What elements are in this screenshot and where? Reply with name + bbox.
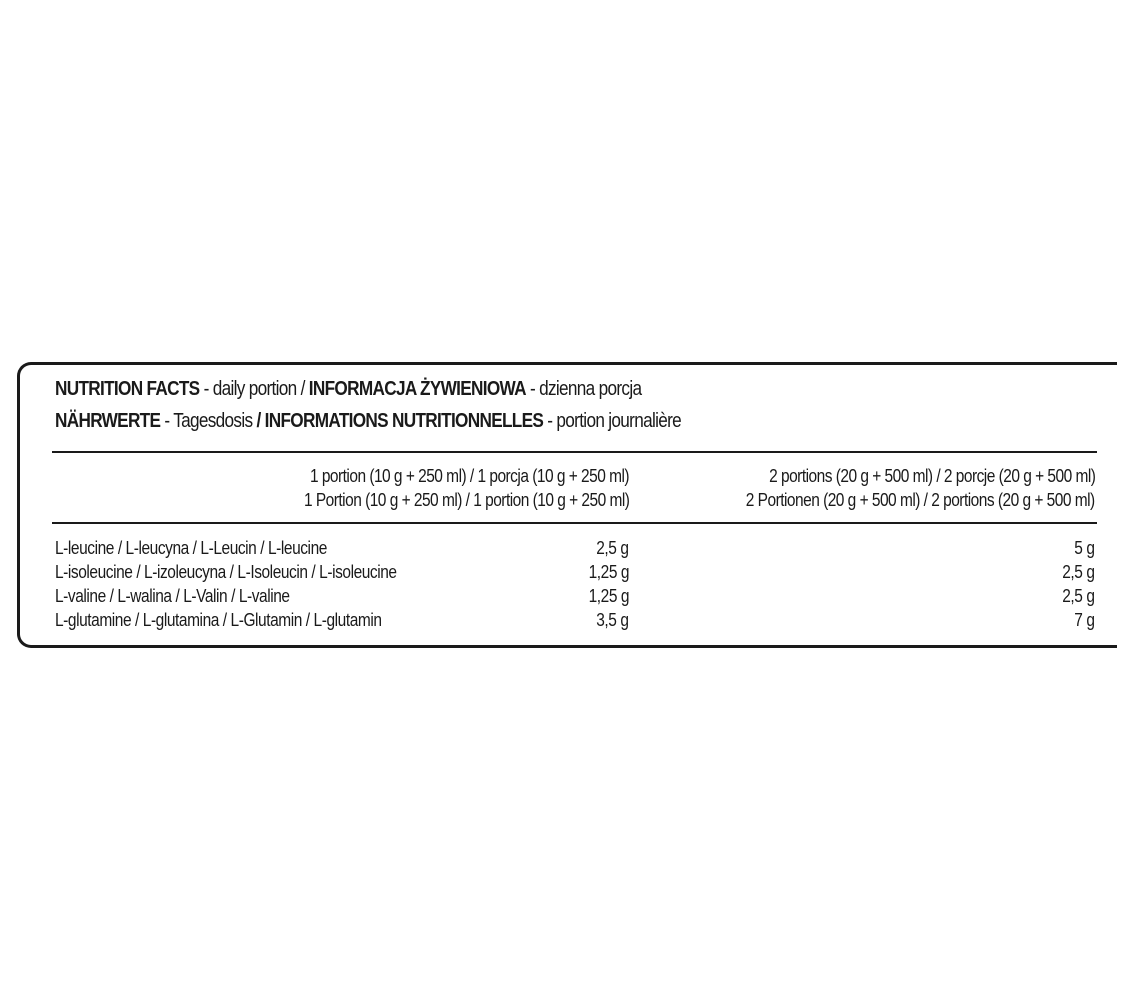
title-fr-text: - portion journalière bbox=[543, 410, 682, 432]
title-de-bold: NÄHRWERTE bbox=[55, 410, 161, 432]
value-2-portions: 5 g bbox=[1074, 538, 1095, 558]
column-1-header-line-2: 1 Portion (10 g + 250 ml) / 1 portion (10 g + 250 ml) bbox=[303, 490, 629, 510]
table-row bbox=[0, 562, 1130, 586]
value-2-portions: 7 g bbox=[1074, 610, 1095, 630]
ingredient-name: L-glutamine / L-glutamina / L-Glutamin / L-glutamin bbox=[55, 610, 382, 630]
title-pl-text: - dzienna porcja bbox=[525, 378, 642, 400]
value-2-portions: 2,5 g bbox=[1062, 586, 1095, 606]
value-1-portion: 3,5 g bbox=[596, 610, 629, 630]
title-line-1 bbox=[55, 378, 641, 401]
title-en-bold: NUTRITION FACTS bbox=[55, 378, 200, 400]
value-1-portion: 2,5 g bbox=[596, 538, 629, 558]
column-1-header-line-1: 1 portion (10 g + 250 ml) / 1 porcja (10 g + 250 ml) bbox=[309, 466, 629, 486]
title-de-text: - Tagesdosis bbox=[160, 410, 257, 432]
value-1-portion: 1,25 g bbox=[588, 586, 629, 606]
title-line-2 bbox=[55, 410, 681, 433]
ingredient-name: L-leucine / L-leucyna / L-Leucin / L-leucine bbox=[55, 538, 327, 558]
ingredient-name: L-isoleucine / L-izoleucyna / L-Isoleucin / L-isoleucine bbox=[55, 562, 397, 582]
title-pl-bold: INFORMACJA ŻYWIENIOWA bbox=[308, 378, 526, 400]
table-row bbox=[0, 586, 1130, 610]
table-divider bbox=[52, 522, 1097, 524]
header-divider bbox=[52, 451, 1097, 453]
ingredient-name: L-valine / L-walina / L-Valin / L-valine bbox=[55, 586, 290, 606]
title-fr-bold: / INFORMATIONS NUTRITIONNELLES bbox=[256, 410, 544, 432]
table-row bbox=[0, 538, 1130, 562]
value-2-portions: 2,5 g bbox=[1062, 562, 1095, 582]
table-row bbox=[0, 610, 1130, 634]
column-2-header-line-2: 2 Portionen (20 g + 500 ml) / 2 portions (20 g + 500 ml) bbox=[746, 490, 1095, 510]
column-2-header-line-1: 2 portions (20 g + 500 ml) / 2 porcje (20 g + 500 ml) bbox=[768, 466, 1095, 486]
title-en-text: - daily portion / bbox=[199, 378, 309, 400]
value-1-portion: 1,25 g bbox=[588, 562, 629, 582]
